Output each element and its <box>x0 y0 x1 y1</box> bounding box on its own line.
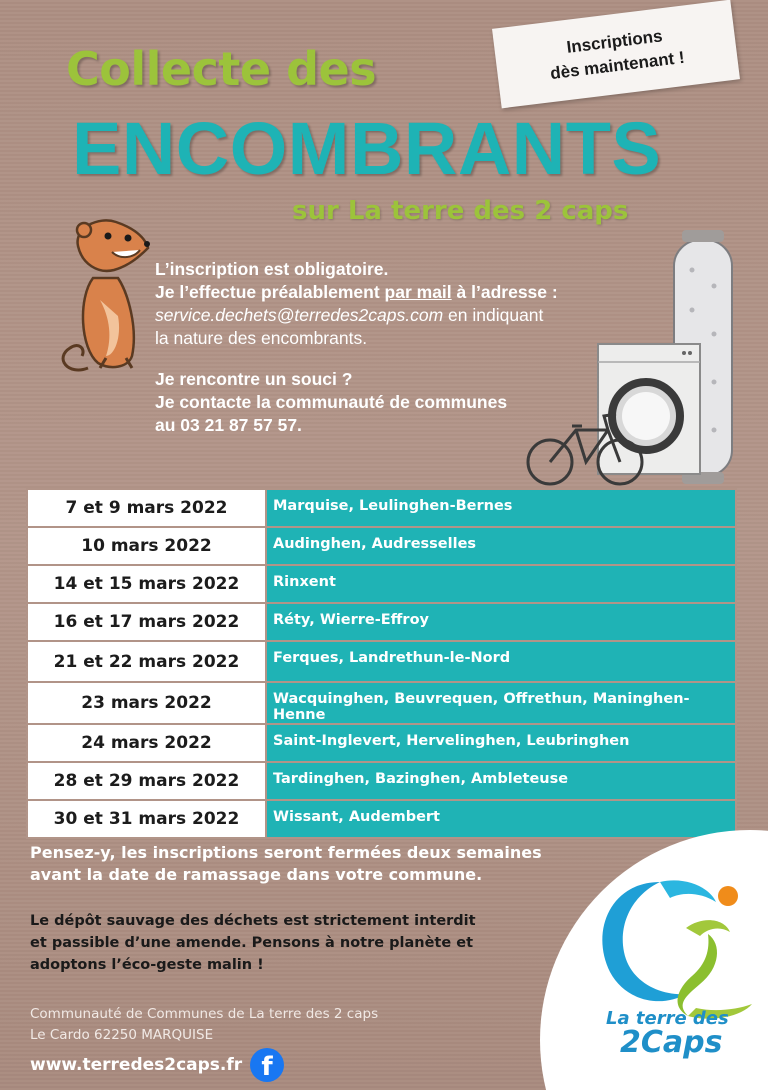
intro-line-4: la nature des encombrants. <box>155 328 368 348</box>
intro-line-6: Je contacte la communauté de communes <box>155 392 508 412</box>
terre-des-2-caps-logo <box>590 872 760 1022</box>
table-row <box>27 489 736 527</box>
registration-deadline-note <box>30 842 570 886</box>
schedule-date: 30 et 31 mars 2022 <box>27 800 266 838</box>
footer-address-line: Le Cardo 62250 MARQUISE <box>30 1027 214 1043</box>
note-line-1: Pensez-y, les inscriptions seront fermées deux semaines <box>30 843 542 862</box>
intro-line-2 <box>155 281 715 304</box>
facebook-icon[interactable] <box>250 1048 284 1082</box>
logo-line-2: 2Caps <box>620 1025 723 1060</box>
schedule-towns: Marquise, Leulinghen-Bernes <box>266 489 736 527</box>
table-row <box>27 682 736 724</box>
footer-address <box>30 1004 378 1046</box>
schedule-towns: Wacquinghen, Beuvrequen, Offrethun, Maninghen-Henne <box>266 682 736 724</box>
schedule-date: 16 et 17 mars 2022 <box>27 603 266 641</box>
table-row <box>27 800 736 838</box>
intro-line-2-post: à l’adresse : <box>451 282 558 302</box>
schedule-date: 21 et 22 mars 2022 <box>27 641 266 682</box>
note-line-2: avant la date de ramassage dans votre commune. <box>30 865 483 884</box>
table-row <box>27 527 736 565</box>
facebook-glyph: f <box>261 1052 273 1082</box>
table-row <box>27 565 736 603</box>
warning-line-2: et passible d’une amende. Pensons à notre planète et <box>30 935 474 951</box>
schedule-date: 10 mars 2022 <box>27 527 266 565</box>
schedule-date: 24 mars 2022 <box>27 724 266 762</box>
email-address: service.dechets@terredes2caps.com <box>155 305 444 325</box>
title-line-1: Collecte des <box>66 42 377 96</box>
badge-line-1: Inscriptions <box>565 26 664 57</box>
schedule-towns: Ferques, Landrethun-le-Nord <box>266 641 736 682</box>
intro-line-5: Je rencontre un souci ? <box>155 369 353 389</box>
table-row <box>27 762 736 800</box>
schedule-date: 14 et 15 mars 2022 <box>27 565 266 603</box>
logo-wordmark <box>606 1010 729 1058</box>
schedule-towns: Saint-Inglevert, Hervelinghen, Leubringhen <box>266 724 736 762</box>
weasel-mascot-illustration <box>48 208 158 378</box>
warning-line-3: adoptons l’éco-geste malin ! <box>30 957 264 973</box>
schedule-towns: Audinghen, Audresselles <box>266 527 736 565</box>
phone-number-line: au 03 21 87 57 57. <box>155 415 302 435</box>
schedule-towns: Rinxent <box>266 565 736 603</box>
logo-line-1: La terre des <box>606 1008 729 1029</box>
illegal-dumping-warning <box>30 910 530 976</box>
badge-line-2: dès maintenant ! <box>549 47 686 84</box>
registration-badge <box>492 0 740 108</box>
title-line-2: ENCOMBRANTS <box>72 107 662 190</box>
schedule-date: 23 mars 2022 <box>27 682 266 724</box>
warning-line-1: Le dépôt sauvage des déchets est strictement interdit <box>30 913 476 929</box>
table-row <box>27 641 736 682</box>
schedule-date: 7 et 9 mars 2022 <box>27 489 266 527</box>
by-mail-text: par mail <box>384 282 452 302</box>
schedule-date: 28 et 29 mars 2022 <box>27 762 266 800</box>
collection-schedule-table <box>26 488 737 839</box>
intro-line-1: L’inscription est obligatoire. <box>155 259 389 279</box>
intro-line-3 <box>155 304 715 327</box>
table-row <box>27 724 736 762</box>
schedule-towns: Wissant, Audembert <box>266 800 736 838</box>
title-line-3: sur La terre des 2 caps <box>292 196 629 226</box>
schedule-towns: Réty, Wierre-Effroy <box>266 603 736 641</box>
footer-org: Communauté de Communes de La terre des 2 caps <box>30 1006 379 1022</box>
schedule-towns: Tardinghen, Bazinghen, Ambleteuse <box>266 762 736 800</box>
intro-line-3-post: en indiquant <box>443 305 544 325</box>
registration-instructions <box>155 258 715 437</box>
intro-line-2-pre: Je l’effectue préalablement <box>155 282 385 302</box>
table-row <box>27 603 736 641</box>
website-link[interactable]: www.terredes2caps.fr <box>30 1055 243 1075</box>
